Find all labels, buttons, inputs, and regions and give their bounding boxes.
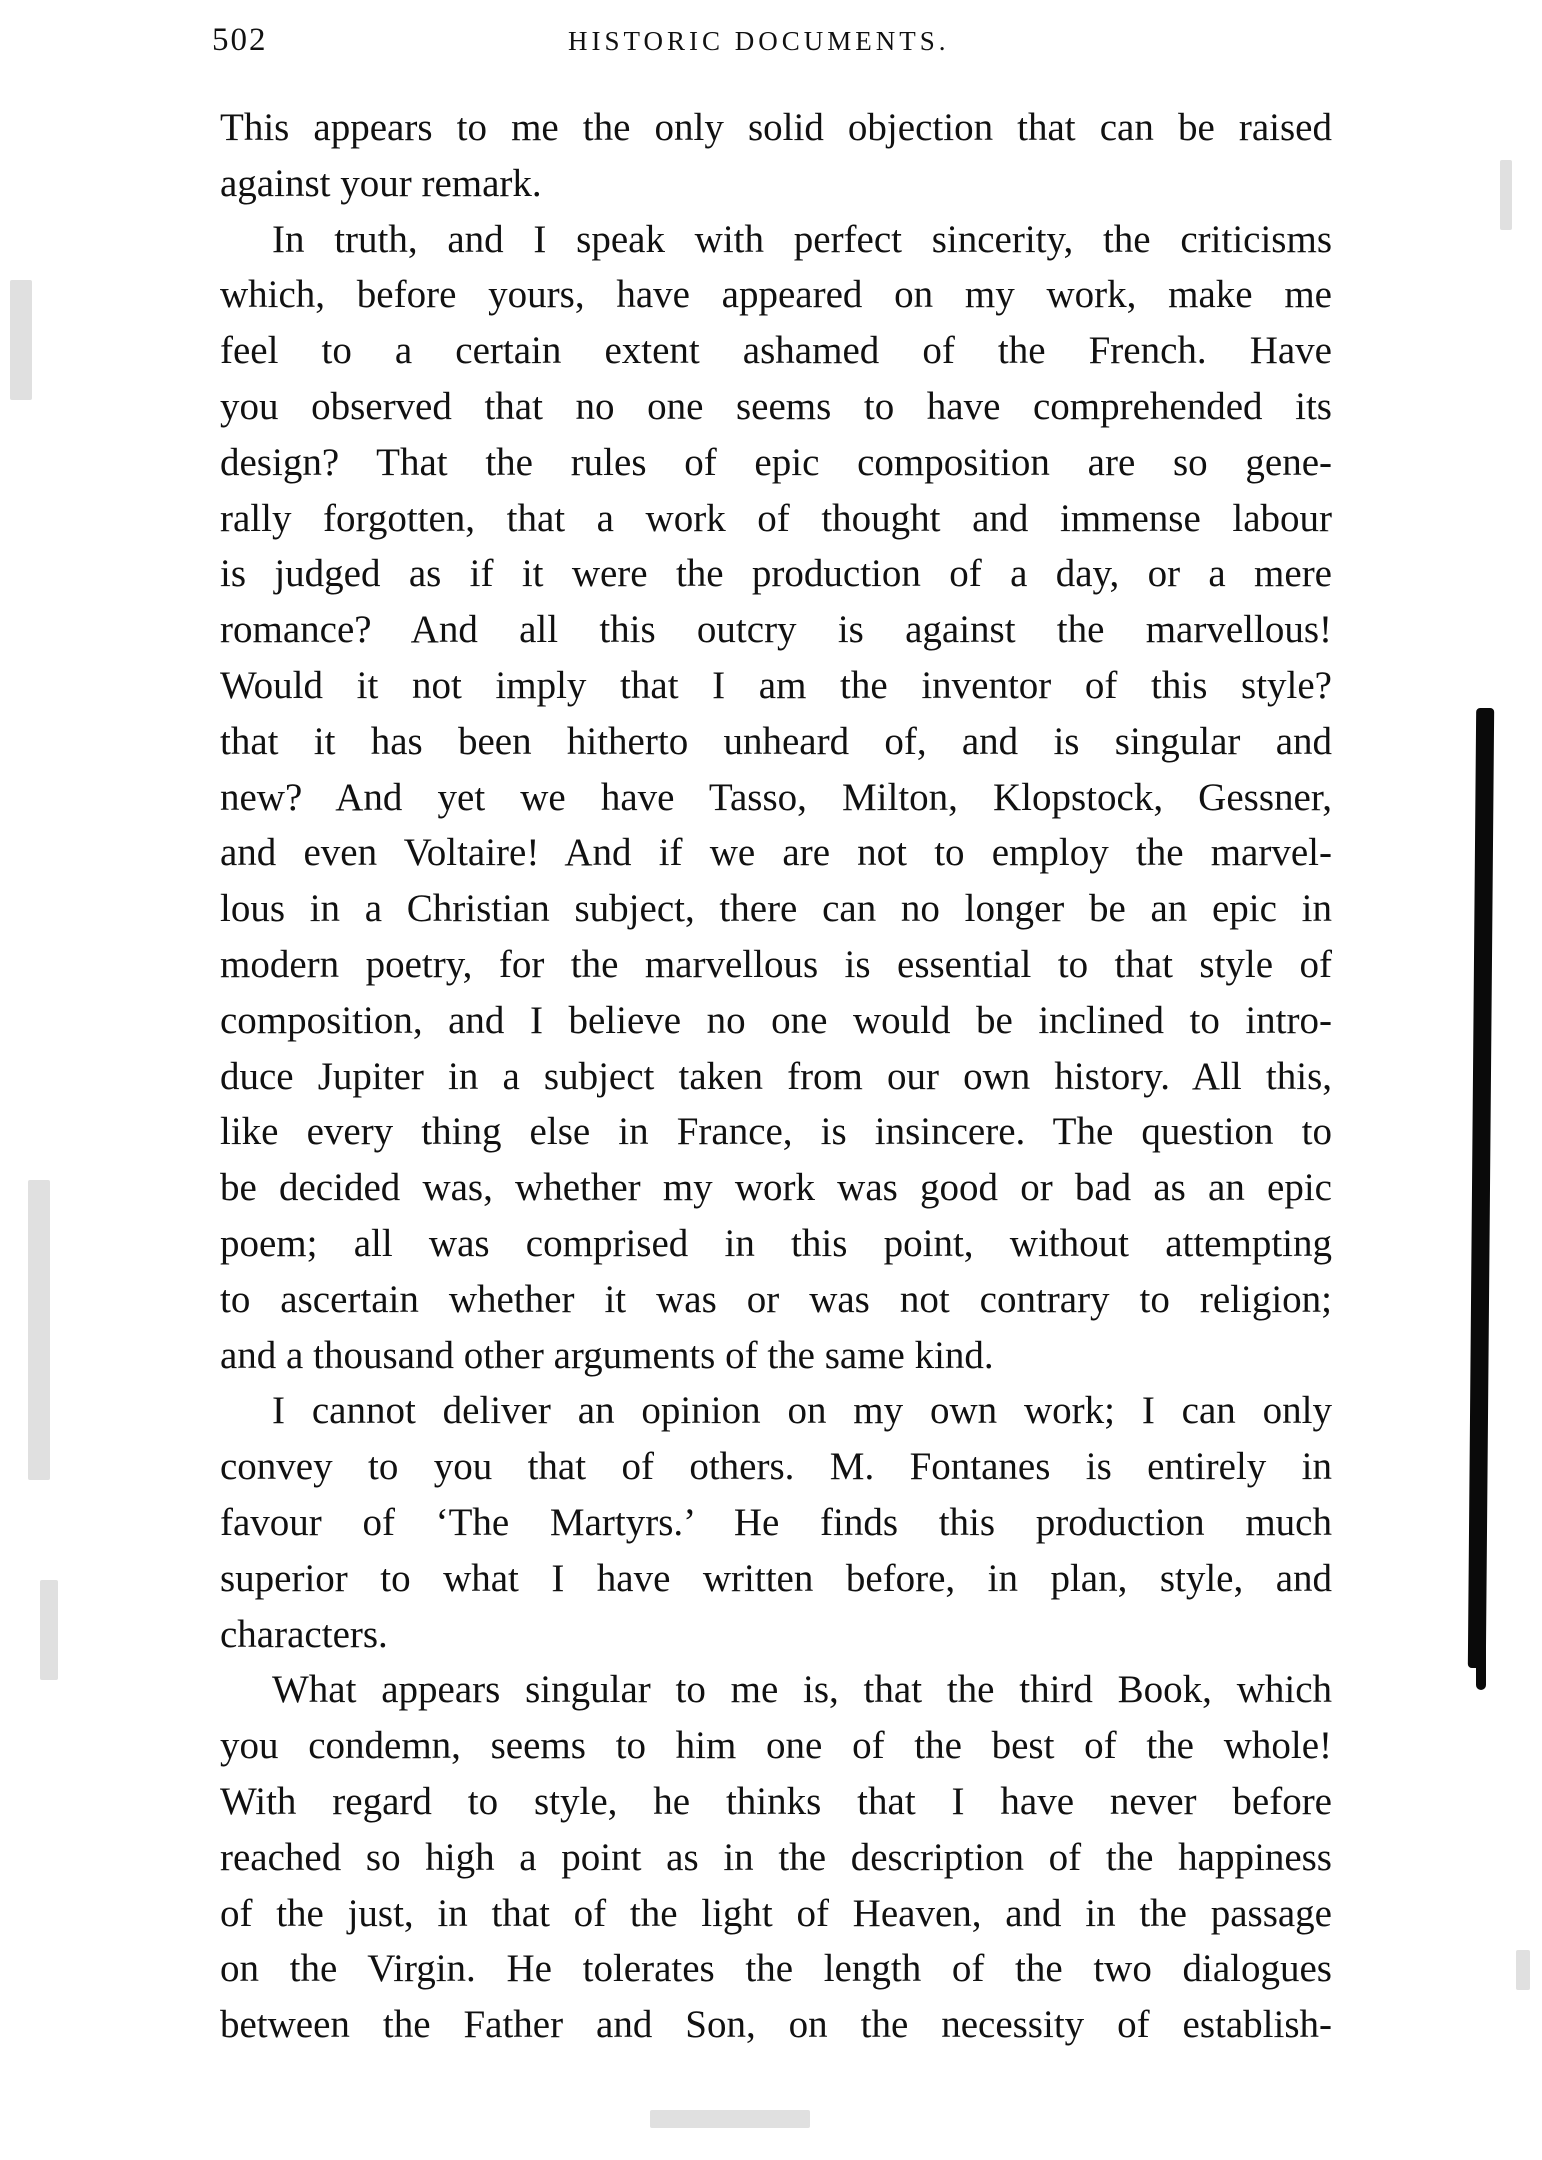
- paragraph-4: [220, 1662, 1332, 2053]
- text-line: reached so high a point as in the description of the happiness: [220, 1835, 1332, 1879]
- text-line: convey to you that of others. M. Fontanes is entirely in: [220, 1445, 1332, 1489]
- scan-margin-shadow-tip: [1476, 1600, 1486, 1690]
- page-number: 502: [212, 22, 268, 58]
- text-line: composition, and I believe no one would be inclined to intro-: [220, 998, 1332, 1042]
- text-line: With regard to style, he thinks that I have never before: [220, 1779, 1332, 1823]
- running-head-title: HISTORIC DOCUMENTS.: [568, 26, 950, 56]
- paragraph-2: [220, 212, 1332, 1384]
- text-line: superior to what I have written before, in plan, style, and: [220, 1556, 1332, 1600]
- body-text: [220, 100, 1332, 2053]
- text-line: design? That the rules of epic composition are so gene-: [220, 440, 1332, 484]
- text-line: you observed that no one seems to have comprehended its: [220, 384, 1332, 428]
- text-line: What appears singular to me is, that the third Book, which: [272, 1668, 1332, 1712]
- scan-margin-shadow: [1468, 708, 1494, 1668]
- scan-speckle: [1500, 160, 1512, 230]
- text-line: be decided was, whether my work was good or bad as an epic: [220, 1166, 1332, 1210]
- paragraph-1: [220, 100, 1332, 212]
- text-line: favour of ‘The Martyrs.’ He finds this production much: [220, 1500, 1332, 1544]
- text-line: is judged as if it were the production of a day, or a mere: [220, 552, 1332, 596]
- scan-speckle: [28, 1180, 50, 1480]
- scan-speckle: [40, 1580, 58, 1680]
- text-line: that it has been hitherto unheard of, and is singular and: [220, 719, 1332, 763]
- text-line: which, before yours, have appeared on my work, make me: [220, 273, 1332, 317]
- paragraph-3: [220, 1383, 1332, 1662]
- text-line: modern poetry, for the marvellous is essential to that style of: [220, 942, 1332, 986]
- text-line: romance? And all this outcry is against the marvellous!: [220, 608, 1332, 652]
- text-line: of the just, in that of the light of Heaven, and in the passage: [220, 1891, 1332, 1935]
- text-line: on the Virgin. He tolerates the length of the two dialogues: [220, 1947, 1332, 1991]
- scan-speckle: [650, 2110, 810, 2128]
- text-line: duce Jupiter in a subject taken from our own history. All this,: [220, 1054, 1332, 1098]
- text-line: to ascertain whether it was or was not contrary to religion;: [220, 1277, 1332, 1321]
- running-head: [212, 22, 1342, 72]
- scan-speckle: [1516, 1950, 1530, 1990]
- text-line: and even Voltaire! And if we are not to employ the marvel-: [220, 831, 1332, 875]
- text-line: new? And yet we have Tasso, Milton, Klopstock, Gessner,: [220, 775, 1332, 819]
- text-line: poem; all was comprised in this point, without attempting: [220, 1221, 1332, 1265]
- text-line: characters.: [220, 1612, 388, 1656]
- text-line: between the Father and Son, on the necessity of establish-: [220, 2003, 1332, 2047]
- text-line: lous in a Christian subject, there can no longer be an epic in: [220, 887, 1332, 931]
- text-line: against your remark.: [220, 161, 542, 205]
- text-line: you condemn, seems to him one of the best of the whole!: [220, 1724, 1332, 1768]
- text-line: feel to a certain extent ashamed of the French. Have: [220, 329, 1332, 373]
- text-line: like every thing else in France, is insincere. The question to: [220, 1110, 1332, 1154]
- text-line: This appears to me the only solid objection that can be raised: [220, 106, 1332, 149]
- text-line: In truth, and I speak with perfect sincerity, the criticisms: [272, 217, 1332, 261]
- text-line: and a thousand other arguments of the same kind.: [220, 1333, 994, 1377]
- text-line: Would it not imply that I am the inventor of this style?: [220, 663, 1332, 707]
- scan-speckle: [10, 280, 32, 400]
- text-line: rally forgotten, that a work of thought and immense labour: [220, 496, 1332, 540]
- text-line: I cannot deliver an opinion on my own work; I can only: [272, 1389, 1332, 1433]
